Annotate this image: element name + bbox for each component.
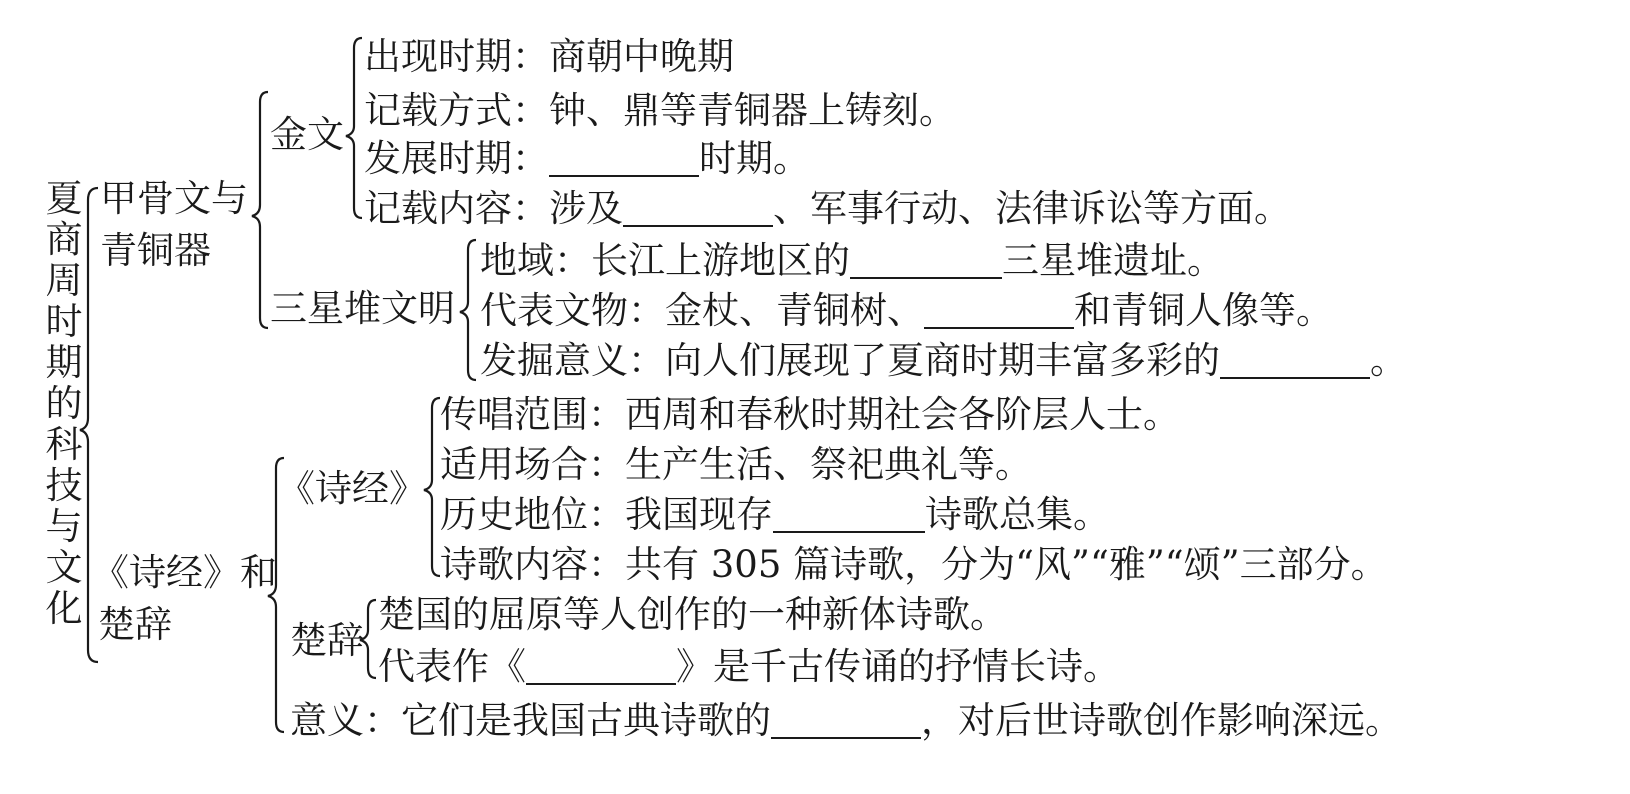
sanxingdui-brace xyxy=(460,240,476,380)
meaning-item: 意义：它们是我国古典诗歌的 ，对后世诗歌创作影响深远。 xyxy=(290,699,1402,742)
sanxingdui-item: 代表文物：金杖、青铜树、 和青铜人像等。 xyxy=(480,289,1333,332)
shijing-chuci-label-line1: 《诗经》和 xyxy=(92,551,277,594)
jinwen-item: 发展时期： 时期。 xyxy=(364,137,810,180)
jinwen-brace xyxy=(346,38,362,218)
jiaguwen-label-line1: 甲骨文与 xyxy=(100,177,248,220)
shijing-brace xyxy=(424,398,440,576)
answer-blank xyxy=(771,707,921,739)
jiaguwen-label-line2: 青铜器 xyxy=(100,229,211,272)
shijing-chuci-label-line2: 楚辞 xyxy=(98,603,172,646)
answer-blank xyxy=(850,247,1002,279)
jinwen-label: 金文 xyxy=(270,113,344,156)
answer-blank xyxy=(526,653,676,685)
page-title: 夏商周时期的科技与文化 xyxy=(45,177,83,630)
shijing-label: 《诗经》 xyxy=(278,467,426,510)
shijing-item: 适用场合：生产生活、祭祀典礼等。 xyxy=(440,443,1032,486)
answer-blank xyxy=(1220,347,1370,379)
answer-blank xyxy=(773,501,925,533)
shijing-item: 历史地位：我国现存 诗歌总集。 xyxy=(440,493,1110,536)
answer-blank xyxy=(623,195,773,227)
answer-blank xyxy=(549,145,699,177)
jinwen-item: 出现时期：商朝中晚期 xyxy=(364,35,734,78)
jiaguwen-brace xyxy=(252,92,268,328)
chuci-item: 代表作《 》是千古传诵的抒情长诗。 xyxy=(378,645,1120,688)
sanxingdui-label: 三星堆文明 xyxy=(270,287,455,330)
chuci-item: 楚国的屈原等人创作的一种新体诗歌。 xyxy=(378,593,1007,636)
sanxingdui-item: 发掘意义：向人们展现了夏商时期丰富多彩的 。 xyxy=(480,339,1407,382)
jinwen-item: 记载方式：钟、鼎等青铜器上铸刻。 xyxy=(364,89,956,132)
sanxingdui-item: 地域：长江上游地区的 三星堆遗址。 xyxy=(480,239,1224,282)
shijing-item: 传唱范围：西周和春秋时期社会各阶层人士。 xyxy=(440,393,1180,436)
shijing-item: 诗歌内容：共有 305 篇诗歌，分为“风”“雅”“颂”三部分。 xyxy=(440,543,1388,586)
jinwen-item: 记载内容：涉及 、军事行动、法律诉讼等方面。 xyxy=(364,187,1291,230)
chuci-label: 楚辞 xyxy=(290,619,364,662)
answer-blank xyxy=(924,297,1074,329)
